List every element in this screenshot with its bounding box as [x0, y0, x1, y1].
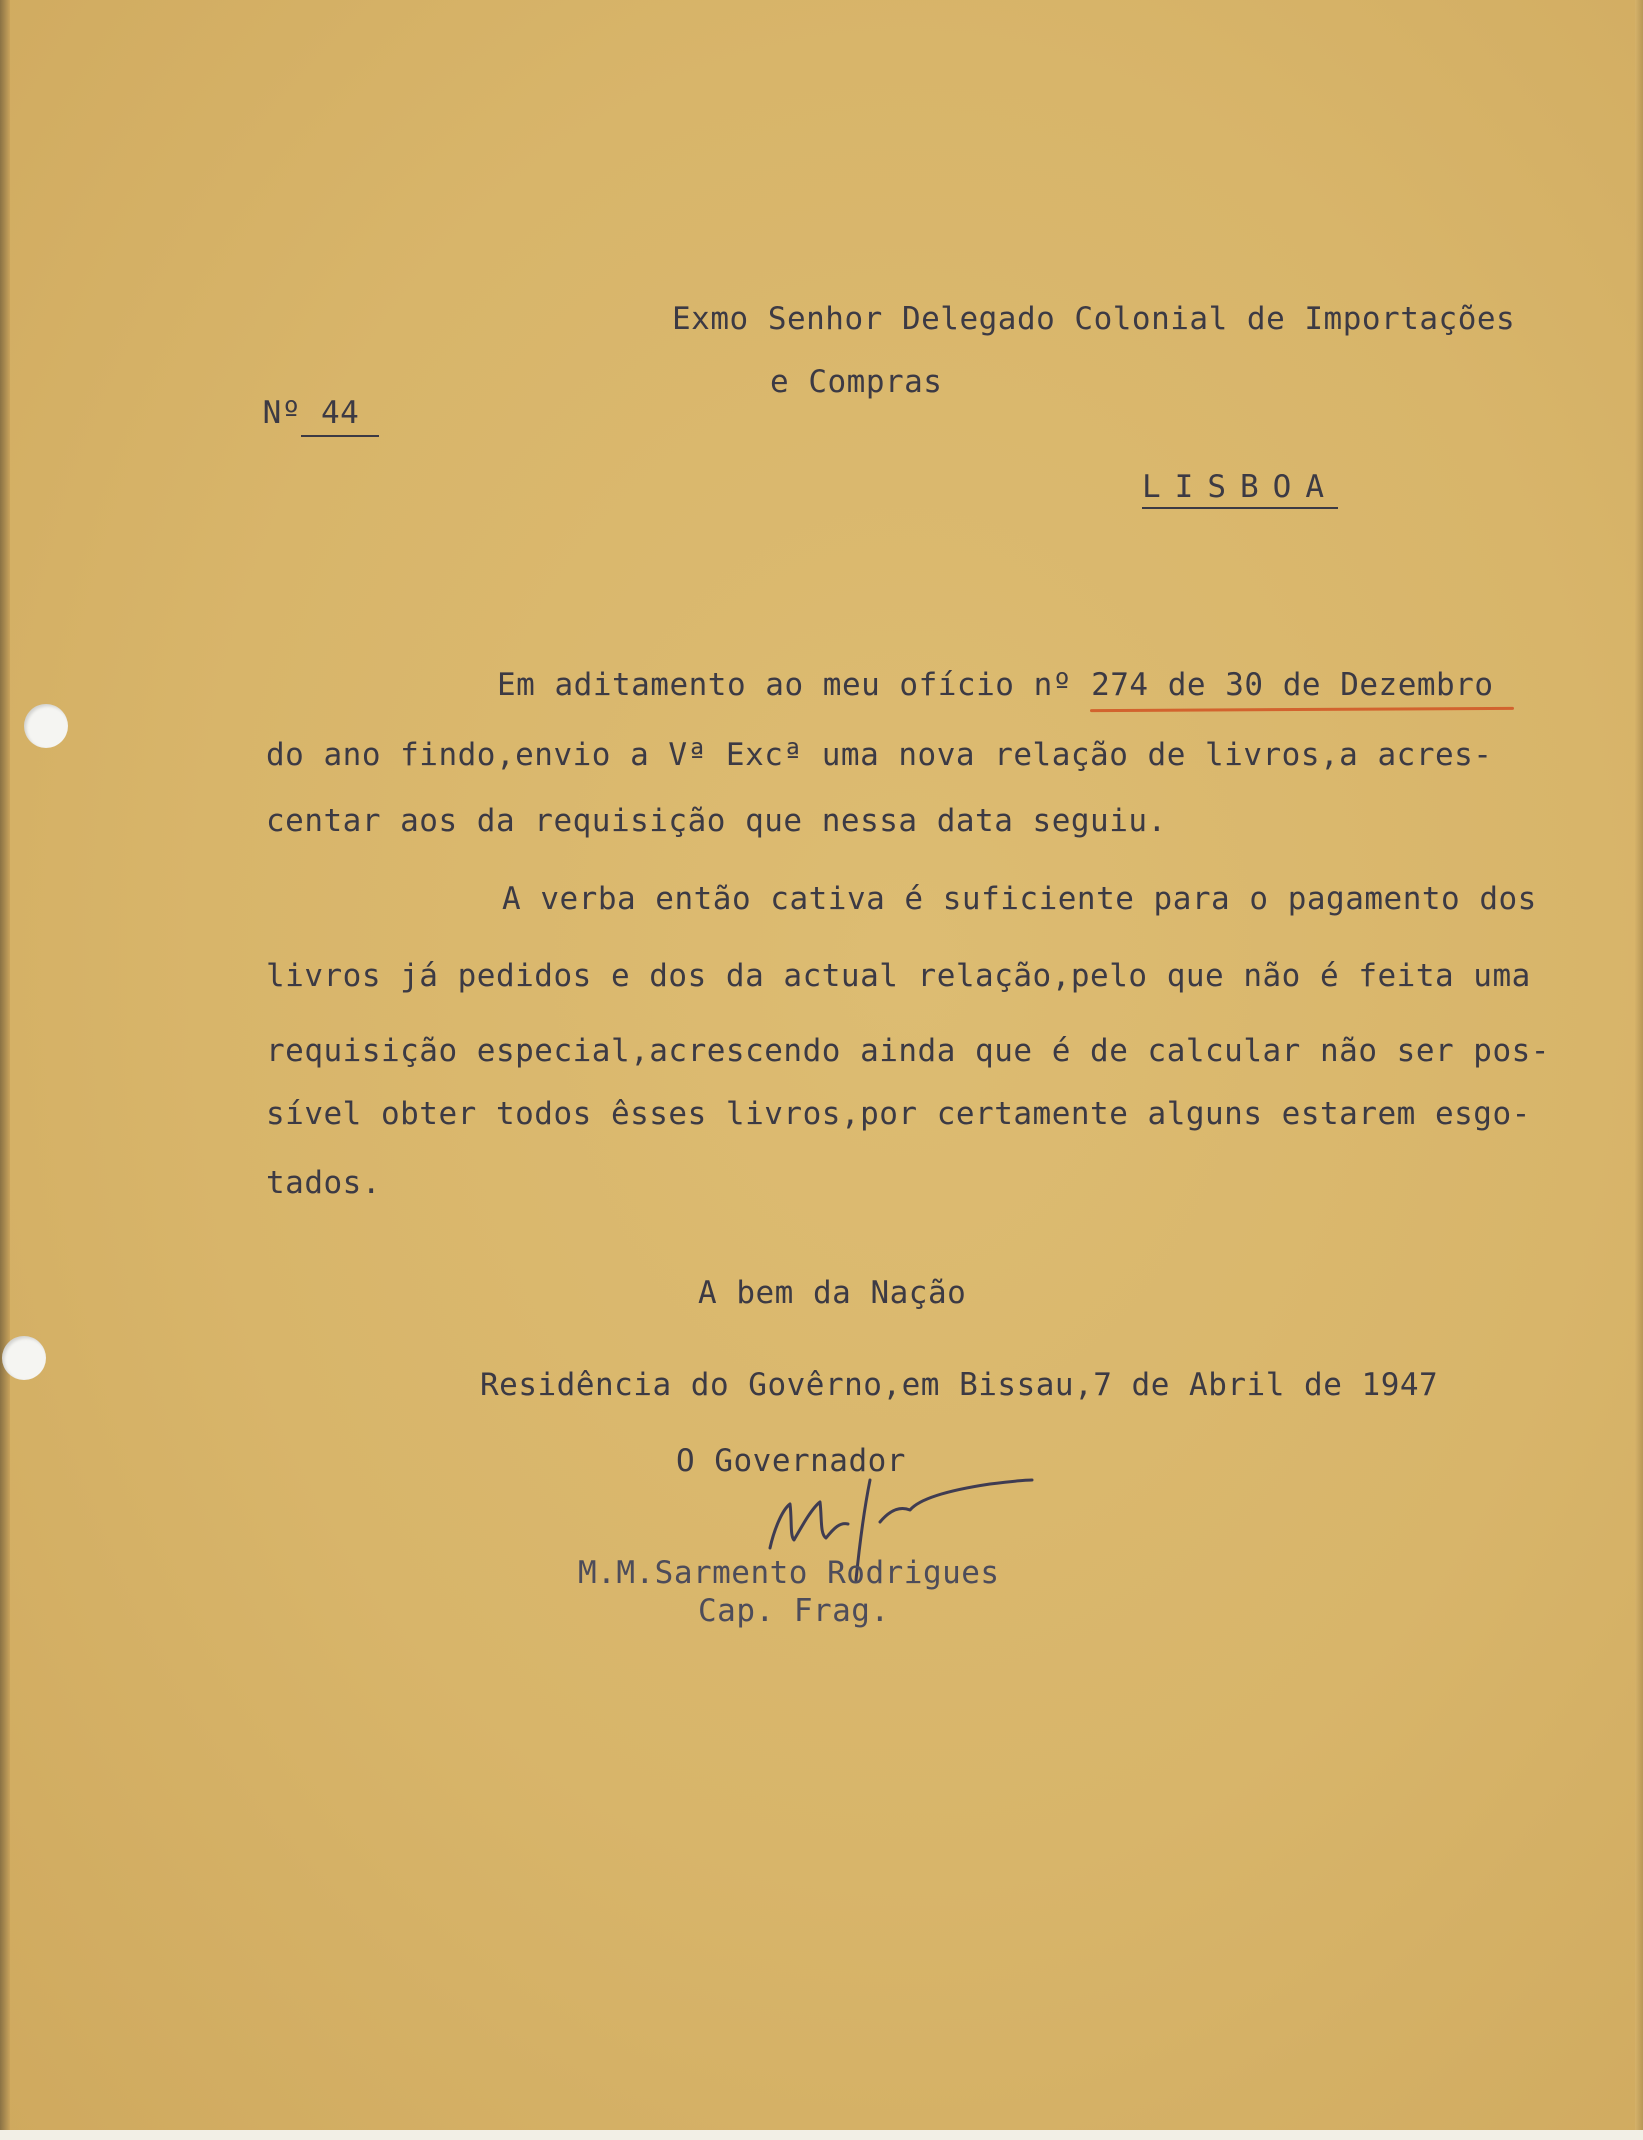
punch-hole [24, 704, 68, 748]
punch-hole [2, 1336, 46, 1380]
addressee-line: Exmo Senhor Delegado Colonial de Importações [672, 301, 1516, 337]
signatory-name: M.M.Sarmento Rodrigues [578, 1555, 1000, 1591]
addressee-line: e Compras [770, 364, 943, 400]
document-number-value: 44 [301, 398, 379, 437]
body-line: do ano findo,envio a Vª Excª uma nova relação de livros,a acres- [266, 737, 1493, 773]
document-number-label: Nº [262, 395, 301, 431]
body-line: sível obter todos êsses livros,por certamente alguns estarem esgo- [266, 1096, 1531, 1132]
destination-city: LISBOA [1142, 472, 1338, 509]
annotation-underline [1090, 707, 1514, 712]
place-and-date: Residência do Govêrno,em Bissau,7 de Abril de 1947 [480, 1367, 1439, 1403]
body-line: requisição especial,acrescendo ainda que é de calcular não ser pos- [266, 1033, 1550, 1069]
closing-salutation: A bem da Nação [698, 1275, 967, 1311]
page-left-edge [0, 0, 10, 2140]
body-line: Em aditamento ao meu ofício nº 274 de 30 de Dezembro [497, 667, 1494, 703]
body-line: livros já pedidos e dos da actual relação,pelo que não é feita uma [266, 958, 1531, 994]
body-line: tados. [266, 1165, 381, 1201]
body-line: centar aos da requisição que nessa data seguiu. [266, 803, 1167, 839]
body-line: A verba então cativa é suficiente para o pagamento dos [502, 881, 1537, 917]
signatory-role: O Governador [676, 1443, 906, 1479]
signatory-rank: Cap. Frag. [698, 1593, 890, 1629]
document-number [186, 367, 379, 468]
page-right-edge [1635, 0, 1643, 2140]
page-bottom-edge [0, 2130, 1643, 2140]
